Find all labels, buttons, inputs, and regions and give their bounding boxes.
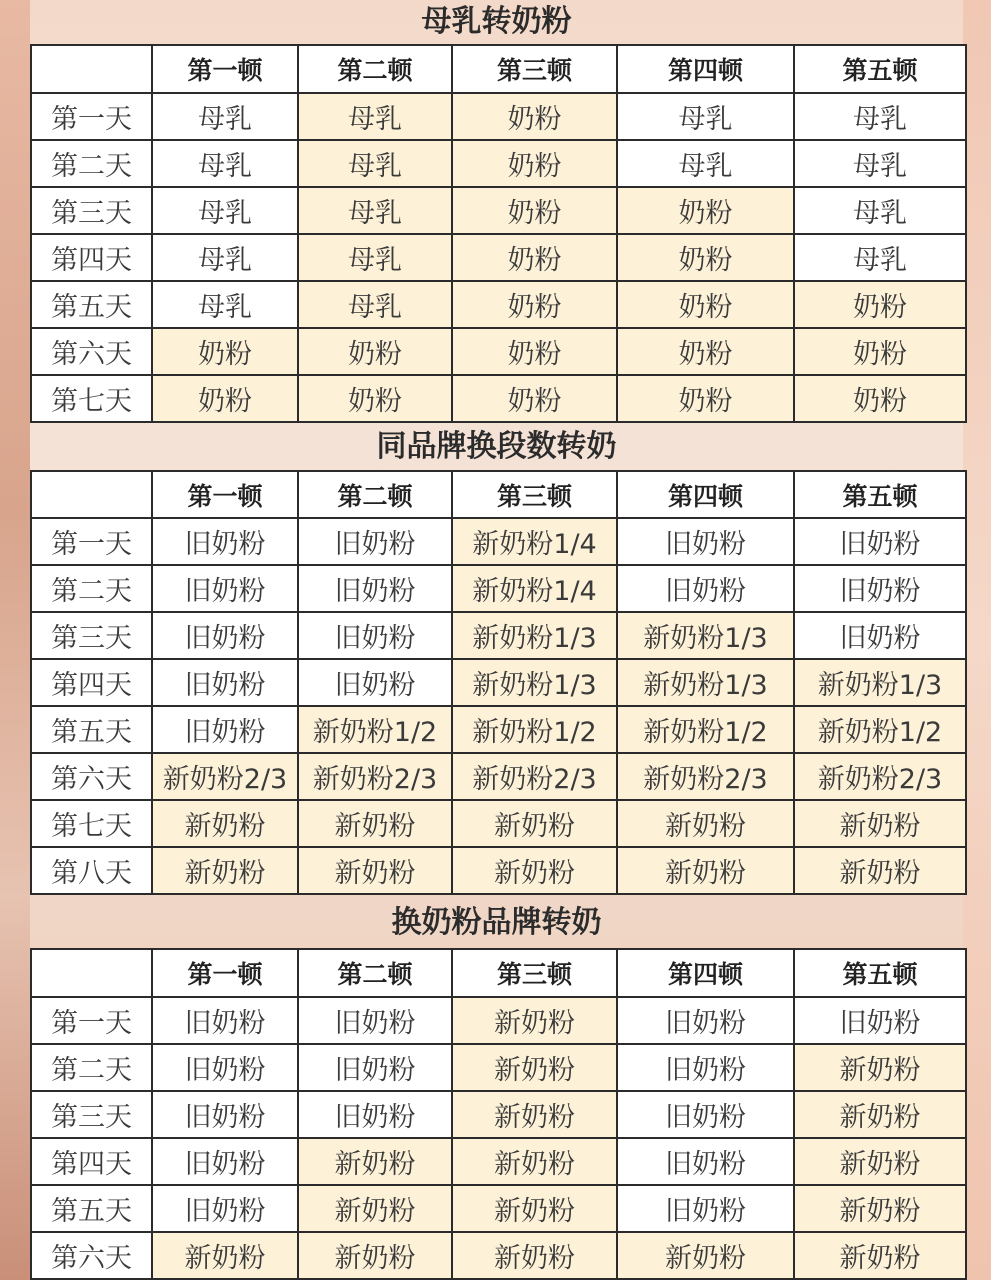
table-cell: 旧奶粉 [298,1044,452,1091]
table-row [31,1091,966,1138]
table-cell: 旧奶粉 [298,565,452,612]
day-cell: 第三天 [31,612,152,659]
table-row [31,187,966,234]
table-cell: 旧奶粉 [617,997,794,1044]
day-cell: 第二天 [31,1044,152,1091]
day-cell: 第六天 [31,1232,152,1279]
header-cell-meal-4: 第四顿 [617,471,794,518]
table-cell: 奶粉 [452,187,617,234]
table-cell: 新奶粉 [794,1044,966,1091]
header-cell-empty [31,471,152,518]
header-cell-empty [31,949,152,997]
table-cell: 旧奶粉 [617,1185,794,1232]
table-cell: 旧奶粉 [617,1091,794,1138]
table-cell: 旧奶粉 [298,1091,452,1138]
table-cell: 母乳 [794,140,966,187]
table-row [31,140,966,187]
table-cell: 新奶粉 [794,1232,966,1279]
table-cell: 旧奶粉 [617,565,794,612]
table-cell: 新奶粉 [298,1138,452,1185]
table-cell: 新奶粉 [452,1185,617,1232]
table-cell: 母乳 [298,234,452,281]
table-cell: 新奶粉1/4 [452,565,617,612]
table-row [31,93,966,140]
table-cell: 新奶粉1/2 [794,706,966,753]
table-cell: 奶粉 [452,140,617,187]
table-cell: 旧奶粉 [298,659,452,706]
table-cell: 奶粉 [794,328,966,375]
day-cell: 第五天 [31,706,152,753]
table-cell: 新奶粉 [617,1232,794,1279]
day-cell: 第三天 [31,1091,152,1138]
table-cell: 新奶粉 [794,800,966,847]
section-title-brand-change: 换奶粉品牌转奶 [391,905,602,940]
table-cell: 新奶粉 [617,800,794,847]
table-cell: 母乳 [152,281,298,328]
table-cell: 旧奶粉 [617,1138,794,1185]
table-cell: 母乳 [794,234,966,281]
table-cell: 新奶粉2/3 [152,753,298,800]
section-title-breast-to-formula: 母乳转奶粉 [421,4,572,39]
header-cell-meal-3: 第三顿 [452,471,617,518]
table-cell: 奶粉 [794,281,966,328]
day-cell: 第三天 [31,187,152,234]
table-cell: 旧奶粉 [152,1185,298,1232]
table-cell: 新奶粉 [794,1138,966,1185]
table-cell: 新奶粉1/4 [452,518,617,565]
table-cell: 新奶粉1/2 [298,706,452,753]
table-cell: 母乳 [298,187,452,234]
table-cell: 旧奶粉 [794,518,966,565]
table-cell: 新奶粉 [298,847,452,894]
header-cell-meal-5: 第五顿 [794,45,966,93]
table-cell: 新奶粉2/3 [298,753,452,800]
table-cell: 奶粉 [452,375,617,422]
header-cell-meal-2: 第二顿 [298,45,452,93]
header-cell-meal-2: 第二顿 [298,949,452,997]
table-cell: 母乳 [152,187,298,234]
table-row [31,997,966,1044]
table-row [31,612,966,659]
table-cell: 新奶粉1/3 [452,612,617,659]
table-cell: 旧奶粉 [298,518,452,565]
day-cell: 第五天 [31,1185,152,1232]
table-cell: 母乳 [152,140,298,187]
day-cell: 第五天 [31,281,152,328]
day-cell: 第一天 [31,997,152,1044]
header-cell-meal-4: 第四顿 [617,45,794,93]
header-cell-meal-3: 第三顿 [452,45,617,93]
table-cell: 旧奶粉 [794,612,966,659]
table-cell: 母乳 [152,93,298,140]
table-cell: 新奶粉2/3 [794,753,966,800]
table-row [31,1185,966,1232]
table-cell: 新奶粉 [452,997,617,1044]
header-cell-meal-1: 第一顿 [152,949,298,997]
table-cell: 母乳 [617,140,794,187]
table-cell: 旧奶粉 [794,565,966,612]
header-cell-meal-3: 第三顿 [452,949,617,997]
table-cell: 新奶粉 [452,800,617,847]
table-cell: 新奶粉 [794,1185,966,1232]
day-cell: 第七天 [31,375,152,422]
table-cell: 奶粉 [452,328,617,375]
table-cell: 母乳 [298,140,452,187]
table-row [31,565,966,612]
table-cell: 奶粉 [617,328,794,375]
table-cell: 旧奶粉 [152,518,298,565]
table-cell: 新奶粉1/2 [452,706,617,753]
table-cell: 新奶粉 [152,847,298,894]
day-cell: 第四天 [31,234,152,281]
table-cell: 奶粉 [452,281,617,328]
table-cell: 旧奶粉 [152,1091,298,1138]
right-background-edge [963,0,991,1280]
table-cell: 旧奶粉 [152,659,298,706]
table-cell: 旧奶粉 [298,612,452,659]
table-cell: 旧奶粉 [152,612,298,659]
header-cell-meal-1: 第一顿 [152,45,298,93]
table-cell: 母乳 [794,93,966,140]
day-cell: 第二天 [31,565,152,612]
table-cell: 旧奶粉 [152,1138,298,1185]
day-cell: 第六天 [31,328,152,375]
table-row [31,1044,966,1091]
table-cell: 奶粉 [452,93,617,140]
table-row [31,847,966,894]
table-header-row [31,45,966,93]
table-cell: 奶粉 [298,375,452,422]
table-cell: 奶粉 [152,375,298,422]
table-row [31,281,966,328]
table-cell: 旧奶粉 [794,997,966,1044]
day-cell: 第一天 [31,93,152,140]
table-row [31,518,966,565]
table-cell: 旧奶粉 [152,706,298,753]
table-breast-to-formula [30,44,967,423]
header-cell-empty [31,45,152,93]
table-cell: 旧奶粉 [152,565,298,612]
table-cell: 新奶粉 [617,847,794,894]
table-cell: 新奶粉1/3 [794,659,966,706]
table-cell: 新奶粉 [452,1044,617,1091]
table-cell: 奶粉 [617,234,794,281]
day-cell: 第七天 [31,800,152,847]
table-cell: 新奶粉1/3 [617,659,794,706]
table-cell: 旧奶粉 [152,997,298,1044]
table-row [31,234,966,281]
table-cell: 奶粉 [794,375,966,422]
header-cell-meal-4: 第四顿 [617,949,794,997]
day-cell: 第六天 [31,753,152,800]
table-cell: 奶粉 [617,281,794,328]
day-cell: 第二天 [31,140,152,187]
table-cell: 旧奶粉 [617,1044,794,1091]
left-background-edge [0,0,30,1280]
table-row [31,328,966,375]
table-cell: 新奶粉 [794,847,966,894]
table-cell: 奶粉 [452,234,617,281]
table-cell: 旧奶粉 [152,1044,298,1091]
header-cell-meal-1: 第一顿 [152,471,298,518]
table-row [31,375,966,422]
table-cell: 母乳 [152,234,298,281]
table-cell: 奶粉 [617,375,794,422]
table-cell: 新奶粉 [152,1232,298,1279]
table-cell: 新奶粉 [298,800,452,847]
table-same-brand-stage-change [30,470,967,895]
table-cell: 母乳 [617,93,794,140]
table-header-row [31,949,966,997]
section-title-same-brand-stage-change: 同品牌换段数转奶 [376,429,617,464]
table-cell: 新奶粉 [298,1185,452,1232]
table-cell: 新奶粉 [794,1091,966,1138]
table-cell: 奶粉 [617,187,794,234]
table-cell: 新奶粉 [452,1091,617,1138]
table-cell: 奶粉 [298,328,452,375]
header-cell-meal-5: 第五顿 [794,471,966,518]
table-row [31,706,966,753]
header-cell-meal-5: 第五顿 [794,949,966,997]
table-cell: 奶粉 [152,328,298,375]
table-cell: 新奶粉 [152,800,298,847]
table-cell: 新奶粉 [452,1232,617,1279]
table-row [31,753,966,800]
table-cell: 旧奶粉 [298,997,452,1044]
day-cell: 第八天 [31,847,152,894]
day-cell: 第四天 [31,659,152,706]
table-row [31,1138,966,1185]
table-cell: 母乳 [298,93,452,140]
table-cell: 旧奶粉 [617,518,794,565]
table-cell: 新奶粉1/3 [452,659,617,706]
table-cell: 新奶粉 [452,1138,617,1185]
table-cell: 新奶粉 [452,847,617,894]
table-cell: 母乳 [298,281,452,328]
table-header-row [31,471,966,518]
table-cell: 母乳 [794,187,966,234]
day-cell: 第四天 [31,1138,152,1185]
table-cell: 新奶粉 [298,1232,452,1279]
table-row [31,659,966,706]
table-brand-change [30,948,967,1280]
table-cell: 新奶粉2/3 [617,753,794,800]
table-cell: 新奶粉2/3 [452,753,617,800]
table-row [31,1232,966,1279]
table-cell: 新奶粉1/3 [617,612,794,659]
header-cell-meal-2: 第二顿 [298,471,452,518]
table-row [31,800,966,847]
table-cell: 新奶粉1/2 [617,706,794,753]
day-cell: 第一天 [31,518,152,565]
